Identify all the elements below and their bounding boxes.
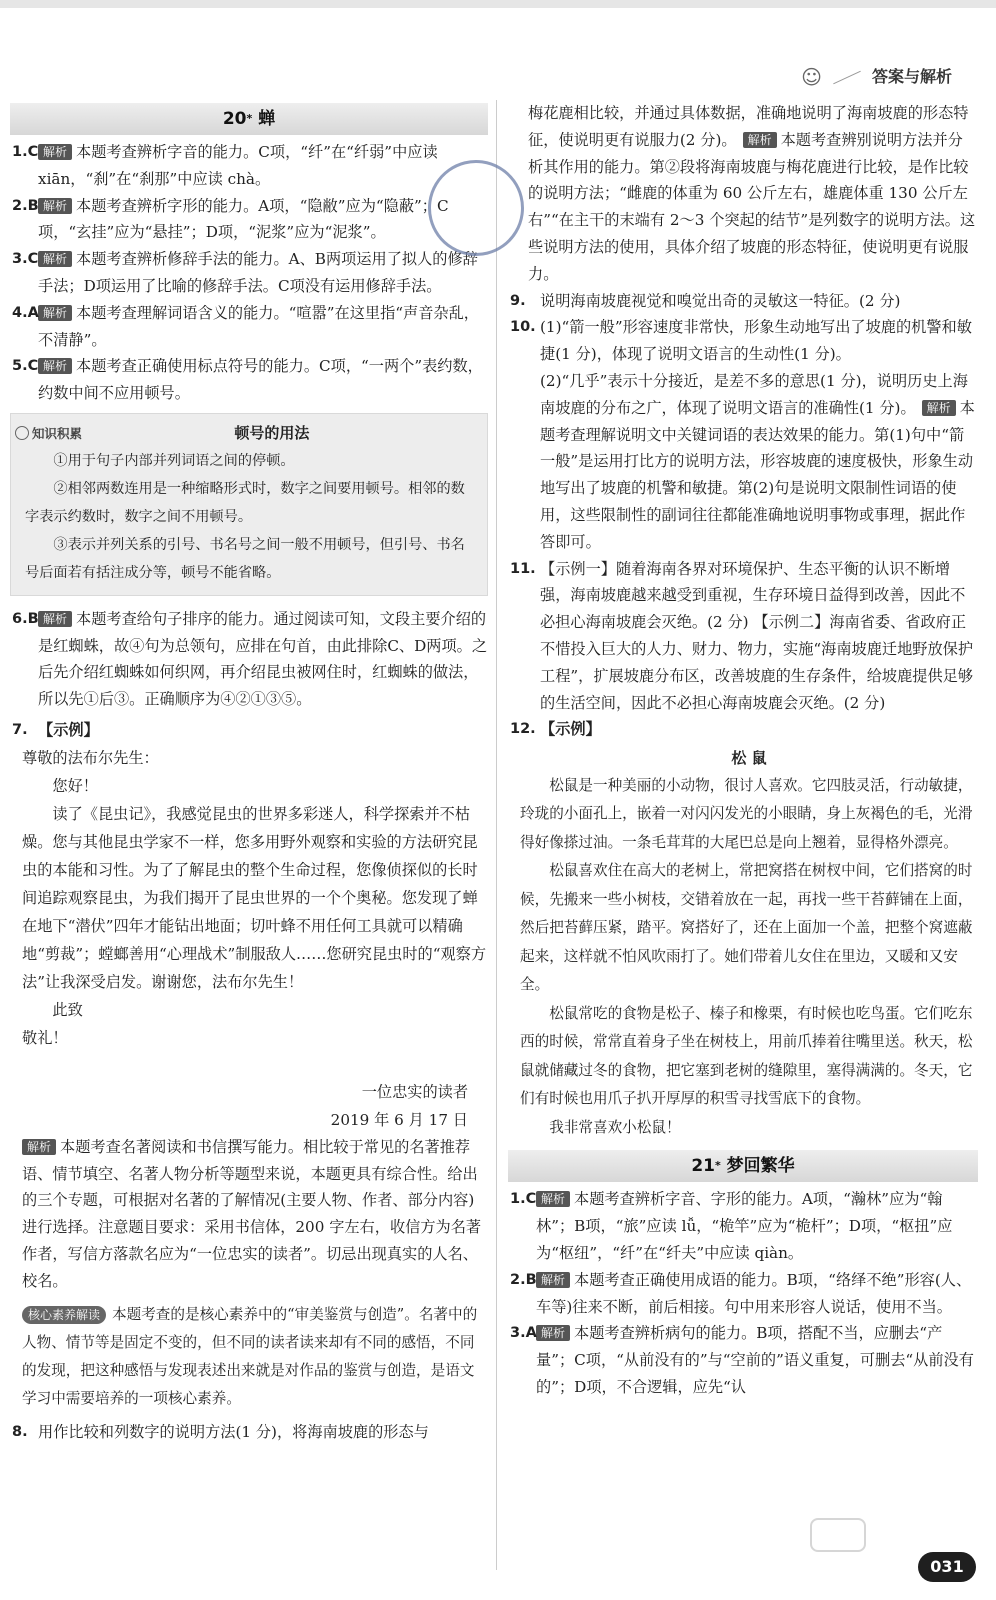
item-number: 8. [12, 1423, 28, 1440]
item-text: 本题考查理解词语含义的能力。“喧嚣”在这里指“声音杂乱，不清静”。 [38, 303, 479, 349]
answer-item [508, 1267, 978, 1321]
item-number: 10. [510, 319, 536, 336]
core-literacy-tag: 核心素养解读 [22, 1306, 106, 1324]
core-literacy-box [10, 1301, 488, 1413]
essay-paragraph: 我非常喜欢小松鼠！ [549, 1118, 681, 1136]
item-text: 本题考查正确使用标点符号的能力。C项，“一两个”表约数，约数中间不应用顿号。 [38, 357, 483, 403]
item-number: 9. [510, 292, 526, 309]
item-number: 7. [12, 721, 28, 738]
item-number: 3.C [12, 251, 39, 268]
essay-paragraph: 松鼠喜欢住在高大的老树上，常把窝搭在树杈中间，它们搭窝的时候，先搬来一些小树枝，交错着放在一起，再找一些干苔藓铺在上面，然后把苔藓压紧，踏平。窝搭好了，还在上面加一个盖，把整个窝遮蔽起来，这样就不怕风吹雨打了。她们带着儿女住在里边，又暖和又安全。 [520, 862, 973, 994]
item-text: 用作比较和列数字的说明方法(1 分)，将海南坡鹿的形态与 [38, 1422, 429, 1441]
answer-item [10, 300, 488, 354]
sample-letter [10, 744, 488, 1134]
analysis-badge: 解析 [743, 132, 777, 148]
item-number: 12. [510, 721, 536, 738]
item-text: 说明海南坡鹿视觉和嗅觉出奇的灵敏这一特征。(2 分) [540, 291, 901, 310]
page-header [801, 62, 952, 92]
analysis-badge: 解析 [536, 1272, 570, 1288]
analysis-badge: 解析 [22, 1139, 56, 1155]
answer-item [10, 606, 488, 713]
watermark [260, 1130, 286, 1157]
essay-title: 松 鼠 [731, 749, 767, 768]
answer-item [10, 353, 488, 407]
answer-item [508, 716, 978, 743]
answer-item [508, 288, 978, 315]
section-21-header [508, 1150, 978, 1182]
knowledge-line: ③表示并列关系的引号、书名号之间一般不用顿号，但引号、书名号后面若有括注成分等，顿号不能省略。 [25, 536, 465, 581]
item-number: 2.B [510, 1271, 537, 1288]
knowledge-line: ②相邻两数连用是一种缩略形式时，数字之间要用顿号。相邻的数字表示约数时，数字之间不用顿号。 [25, 480, 465, 525]
answer-item [508, 314, 978, 368]
analysis-badge: 解析 [536, 1325, 570, 1341]
answer-item [10, 139, 488, 193]
item-text: 本题考查名著阅读和书信撰写能力。相比较于常见的名著推荐语、情节填空、名著人物分析等题型来说，本题更具有综合性。给出的三个专题，可根据对名著的了解情况(主要人物、作者、部分内容)进行选择。注意题目要求：采用书信体，200 字左右，收信方为名著作者，写信方落款名应为“一位忠实的读者”。切忌出现真实的人名、校名。 [22, 1137, 482, 1290]
section-title-num: 20 [222, 108, 247, 129]
answer-item [10, 193, 488, 247]
knowledge-tag-label: 知识积累 [32, 425, 83, 441]
watermark [260, 820, 286, 847]
analysis-badge: 解析 [38, 144, 72, 160]
knowledge-line: ①用于句子内部并列词语之间的停顿。 [53, 452, 295, 469]
analysis-badge: 解析 [536, 1191, 570, 1207]
answer-item-part [508, 368, 978, 556]
item-text: 本题考查辨析字音的能力。C项，“纤”在“纤弱”中应读 xiān，“刹”在“刹那”中应读 chà。 [38, 143, 438, 188]
example-label: 【示例】 [38, 720, 99, 739]
analysis-badge: 解析 [38, 251, 72, 267]
knowledge-title: 顿号的用法 [234, 423, 310, 442]
item-text: 本题考查辨析字音、字形的能力。A项，“瀚林”应为“翰林”；B项，“旅”应读 lǚ，“桅竿”应为“桅杆”；D项，“枢扭”应为“枢纽”，“纤”在“纤夫”中应读 qiàn。 [536, 1190, 953, 1263]
essay-paragraph: 松鼠是一种美丽的小动物，很讨人喜欢。它四肢灵活，行动敏捷，玲珑的小面孔上，嵌着一对闪闪发光的小眼睛，身上灰褐色的毛，光滑得好像搽过油。一条毛茸茸的大尾巴总是向上翘着，显得格外漂亮。 [520, 776, 973, 851]
item-number: 11. [510, 560, 536, 577]
item-number: 2.B [12, 197, 39, 214]
section-20-header [10, 103, 488, 135]
letter-body: 读了《昆虫记》，我感觉昆虫的世界多彩迷人，科学探索并不枯燥。您与其他昆虫学家不一样，您多用野外观察和实验的方法研究昆虫的本能和习性。为了了解昆虫的整个生命过程，您像侦探似的长时间追踪观察昆虫，为我们揭开了昆虫世界的一个个奥秘。您发现了蝉在地下“潜伏”四年才能钻出地面；切叶蜂不用任何工具就可以精确地“剪裁”；螳螂善用“心理战术”制服敌人……您研究昆虫时的“观察方法”让我深受启发。谢谢您，法布尔先生！ [22, 804, 487, 991]
item-text: 梅花鹿相比较，并通过具体数据，准确地说明了海南坡鹿的形态特征，使说明更有说服力(2 分)。 [528, 104, 969, 149]
answer-item [508, 1320, 978, 1400]
item-number: 1.C [510, 1191, 537, 1208]
answer-item [508, 1186, 978, 1266]
section-title-star: * [246, 111, 253, 125]
item-number: 6.B [12, 610, 39, 627]
reading-face-icon: ☺ [801, 64, 822, 89]
header-title: 答案与解析 [871, 66, 952, 86]
item-number: 3.A [510, 1325, 537, 1342]
right-column [508, 100, 978, 1401]
left-column [10, 100, 488, 1445]
item8-continued [508, 100, 978, 288]
item-number: 5.C [12, 358, 39, 375]
section-title-star: * [714, 1159, 721, 1173]
item-text: 本题考查理解说明文中关键词语的表达效果的能力。第(1)句中“箭一般”是运用打比方的说明方法，形容坡鹿的速度极快，形象生动地写出了坡鹿的机警和敏捷。第(2)句是说明文限制性词语的使用，这些限制性的副词往往都能准确地说明事物或事理，据此作答即可。 [540, 398, 975, 551]
header-divider [833, 70, 861, 84]
answer-item [10, 1419, 488, 1446]
item-text: 本题考查辨别说明方法并分析其作用的能力。第②段将海南坡鹿与梅花鹿进行比较，是作比较的说明方法；“雌鹿的体重为 60 公斤左右，雄鹿体重 130 公斤左右”“在主干的末端有 2～3 个突起的结节”是列数字的说明方法。这些说明方法的使用，具体介绍了坡鹿的形态特征，使说明更有说服力。 [528, 130, 976, 283]
section-title-name: 蝉 [258, 108, 276, 129]
answer-item-7 [10, 717, 488, 744]
knowledge-box [10, 413, 488, 596]
item-text: (1)“箭一般”形容速度非常快，形象生动地写出了坡鹿的机警和敏捷(1 分)，体现了说明文语言的生动性(1 分)。 [540, 318, 972, 364]
item7-analysis [10, 1134, 488, 1295]
item-text: 本题考查辨析病句的能力。B项，搭配不当，应删去“产量”；C项，“从前没有的”与“空前的”语义重复，可删去“从前没有的”；D项，不合逻辑，应先“认 [536, 1324, 974, 1396]
answer-item [10, 246, 488, 300]
knowledge-tag [15, 424, 82, 444]
analysis-badge: 解析 [38, 358, 72, 374]
knowledge-icon [15, 426, 29, 440]
section-title-name: 梦回繁华 [726, 1156, 795, 1177]
letter-date: 2019 年 6 月 17 日 [330, 1110, 468, 1129]
analysis-badge: 解析 [922, 400, 956, 416]
item-text: 本题考查给句子排序的能力。通过阅读可知，文段主要介绍的是红蜘蛛，故④句为总领句，应排在句首，由此排除C、D两项。之后先介绍红蜘蛛如何织网，再介绍昆虫被网住时，红蜘蛛的做法，所以先①后③。正确顺序为④②①③⑤。 [38, 609, 488, 709]
column-divider [496, 100, 497, 1570]
letter-greeting: 尊敬的法布尔先生： [22, 748, 159, 767]
core-literacy-text: 本题考查的是核心素养中的“审美鉴赏与创造”。名著中的人物、情节等是固定不变的，但不同的读者读来却有不同的感悟，不同的发现，把这种感悟与发现表述出来就是对作品的鉴赏与创造，是语文学习中需要培养的一项核心素养。 [22, 1305, 478, 1407]
item-text: 【示例一】随着海南各界对环境保护、生态平衡的认识不断增强，海南坡鹿越来越受到重视，生存环境日益得到改善，因此不必担心海南坡鹿会灭绝。(2 分) 【示例二】海南省委、省政府正不惜投入巨大的人力、财力、物力，实施“海南坡鹿迁地野放保护工程”，扩展坡鹿分布区，改善坡鹿的生存条件，给坡鹿提供足够的生活空间，因此不必担心海南坡鹿会灭绝。(2 分) [540, 559, 974, 712]
letter-hello: 您好！ [52, 776, 98, 795]
site-watermark [904, 1563, 916, 1590]
item-text: 本题考查辨析字形的能力。A项，“隐敝”应为“隐蔽”；C项，“玄挂”应为“悬挂”；D项，“泥浆”应为“泥浆”。 [38, 196, 449, 242]
item-number: 1.C [12, 144, 39, 160]
letter-signature: 一位忠实的读者 [361, 1082, 468, 1101]
example-label: 【示例】 [540, 720, 601, 739]
letter-jingli: 敬礼！ [22, 1028, 68, 1047]
item-number: 4.A [12, 304, 39, 321]
analysis-badge: 解析 [38, 305, 72, 321]
item-text: 本题考查辨析修辞手法的能力。A、B两项运用了拟人的修辞手法；D项运用了比喻的修辞手法。C项没有运用修辞手法。 [38, 250, 478, 295]
answer-item [508, 556, 978, 717]
essay-paragraph: 松鼠常吃的食物是松子、榛子和橡栗，有时候也吃鸟蛋。它们吃东西的时候，常常直着身子坐在树枝上，用前爪捧着往嘴里送。秋天，松鼠就储藏过冬的食物，把它塞到老树的缝隙里，塞得满满的。冬天，它们有时候也用爪子扒开厚厚的积雪寻找雪底下的食物。 [520, 1004, 973, 1108]
item-text: (2)“几乎”表示十分接近，是差不多的意思(1 分)，说明历史上海南坡鹿的分布之广，体现了说明文语言的准确性(1 分)。 [540, 371, 968, 417]
analysis-badge: 解析 [38, 611, 72, 627]
item-text: 本题考查正确使用成语的能力。B项，“络绎不绝”形容(人、车等)往来不断，前后相接。句中用来形容人说话，使用不当。 [536, 1270, 972, 1316]
top-bar [0, 0, 996, 8]
letter-ci: 此致 [52, 1000, 83, 1019]
page-number: 031 [918, 1552, 976, 1582]
analysis-badge: 解析 [38, 198, 72, 214]
section-title-num: 21 [691, 1156, 715, 1177]
site-logo-icon [810, 1518, 866, 1552]
sample-essay [508, 745, 978, 1142]
